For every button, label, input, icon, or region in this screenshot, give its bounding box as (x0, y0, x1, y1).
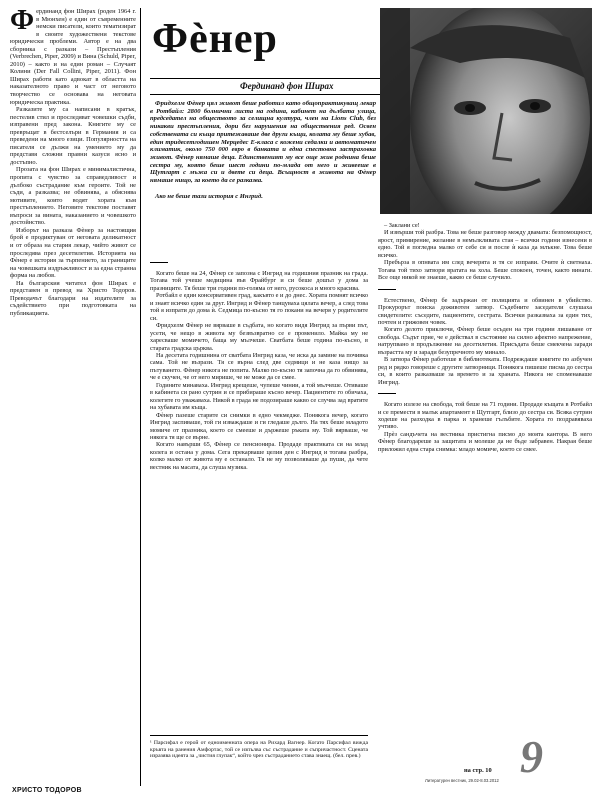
lead-paragraph: Фридхелм Фѐнер цял живот беше работил като общопрактикуващ лекар в Ротбайл: 2800 болнични листа на година, кабинет на дълбата улица, председател на обществото за селищна култура, член на Lions Club, без никакви престъпления, дори без нарушения на обществения ред. Освен собствената си къща притежаваше две други къщи, колата му беше хубав, един тридесетгодишен Мерцедес Е-класа с кожени седалки и автоматичен климатик, около 750 000 евро в банката и една спестовна застраховка живот. Фѐнер нямаше деца. Единственият му все още жив роднина беше сестра му, която беше шест години по-млада от него и живееше в Щутгарт с мъжа си и двете си деца. Всъщност в живота на Фѐнер нямаше нищо, за което да се разказва. (150, 100, 376, 185)
lead-question: Ако не беше тази история с Ингрид. (155, 192, 263, 200)
body-paragraph: Фѐнер пазеше старите си снимки в едно чекмедже. Понякога вечер, когато Ингрид заспиваше, той ги изваждаше и ги гледаше дълго. На тях беше младото момиче от празника, което се смееше и държеше ръката му. Той вярваше, че някога тя ще се върне. (150, 411, 368, 441)
journal-info: Литературен вестник, 29.02-8.03.2012 (425, 778, 499, 783)
article-title: Фѐнер (152, 16, 278, 62)
section-dash (378, 393, 396, 394)
body-paragraph: Прѐз сандъчета на вестника пристигна писмо до моята кантора. В него Фѐнер благодареше за защитата и молеше да не бъде забравен. Накрая беше приложил една стара снимка: младо момиче, което се смее. (378, 430, 592, 453)
left-paragraph: Прозата на фон Ширах е минималистична, пропита с чувство за справедливост и дълбоко състрадание към героите. Той не съди, а разказва; не обвинява, а обяснява мотивите, които водят хората към престъплението. Неговите текстове поставят въпроси за вината, наказанието и човешкото достойнство. (10, 166, 136, 227)
translator-signature: ХРИСТО ТОДОРОВ (12, 787, 82, 794)
section-dash (150, 262, 168, 263)
body-paragraph: Когато делото приключи, Фѐнер беше осъден на три години лишаване от свобода. Съдът прие, че е действал в състояние на силно афектно напрежение, натрупвано в продължение на десетилетия. Присъдата беше смекчена заради възрастта му и заради безупречното му минало. (378, 326, 592, 356)
body-paragraph: Когато излезе на свобода, той беше на 71 години. Продаде къщата в Ротбайл и се премести в малък апартамент в Щутгарт, близо до сестра си. Всяка сутрин ходеше на разходка в парка и хранеше гълъбите. Хората го поздравяваха учтиво. (378, 401, 592, 431)
middle-column (150, 270, 368, 735)
portrait-image (380, 8, 592, 214)
article-lead (150, 100, 376, 260)
left-paragraph: Фердинанд фон Ширах (роден 1964 г. в Мюнхен) е един от съвременните немски писатели, които тематизират в своите художествени текстове юридически проблеми. Автор е на два сборника с разкази – Престъпления (Verbrechen, Piper, 2009) и Вина (Schuld, Piper, 2010) – както и на един роман – Случаят Колини (Der Fall Collini, Piper, 2011). Фон Ширах работи като адвокат в областта на наказателното право и част от неговото творчество се основава на неговата юридическа практика. (10, 8, 136, 106)
article-author: Фердинанд фон Ширах (240, 81, 334, 91)
left-paragraph: Изборът на разказа Фѐнер за настоящия брой е продиктуван от неговата деликатност и от образа на стария лекар, чийто живот се проследява през десетилетия. Историята на Фѐнер е история за търпението, за границите на човешката издръжливост и за една странна форма на любов. (10, 226, 136, 280)
body-paragraph: Естествено, Фѐнер бе задържан от полицията и обвинен в убийство. Прокурорът поиска доживотен затвор. Съдебните заседатели слушаха свидетелите: съседите, пациентите, сестрата. Всички разказваха за един тих, почтен и грижовен човек. (378, 296, 592, 326)
section-dash (378, 289, 396, 290)
author-portrait-photo (380, 8, 592, 214)
footnote: ¹ Парсифал е герой от едноименната опера на Рихард Вагнер. Когато Парсифал вижда кръвта на ранения Амфортас, той се изпълва със състрадание и съпричастност. Сцената изразява идеята за „чистия глупак“, който чрез състраданието става знаещ. (бел. прев.) (150, 740, 368, 760)
body-paragraph: – Заклани се! (384, 222, 420, 229)
left-column-intro (10, 8, 136, 788)
body-paragraph: На десетата годишнина от сватбата Ингрид каза, че иска да замине на почивка сама. Той не възрази. Тя се върна след две седмици и не каза нищо за пътуването. Фѐнер никога не попита. Малко по-късно тя започна да го обвинява, че е скучен, че от него мирише, че не може да се смее. (150, 351, 368, 382)
body-paragraph: И извърши той разбра. Това не беше разговор между двамата: безпомощност, ярост, примирение, желание в немълкливата стая – всички години изнесени в едно. Той я погледна малко от себе си и после ѝ каза да млъкне. Това беше всичко. (378, 229, 592, 259)
left-paragraph: На българския читател фон Ширах е представен в превод на Христо Тодоров. Преводачът благодари на издателите за съдействието при подготовката на публикацията. (10, 279, 136, 317)
body-paragraph: Когато беше на 24, Фѐнер се запозна с Ингрид на годишния празник на града. Тогава той учеше медицина във Фрайбург и си беше дошъл у дома за празниците. Тя беше три години по-голяма от него, русокоса и много красива. (150, 270, 368, 292)
body-paragraph: Когато навърши 65, Фѐнер се пенсионира. Продаде практиката си на млад колега и остана у дома. Сега прекарваше целия ден с Ингрид и тогава разбра, колко малко от живота му е останало. Тя не му позволяваше да пуши, да чете вестник на масата, да слуша музика. (150, 441, 368, 471)
subtitle-rule (150, 94, 380, 95)
body-paragraph: Годините минаваха. Ингрид крещеше, чупеше чинии, а той мълчеше. Отиваше в кабинета си рано сутрин и се прибираше късно вечер. Пациентите го обичаха, колегите го уважаваха. Никой в града не подозираше какво се случва зад вратите на хубавата им къща. (150, 381, 368, 412)
footnote-rule (150, 735, 368, 736)
right-column (378, 222, 592, 742)
page-number: 9 (520, 731, 543, 782)
drop-cap: Ф (10, 8, 35, 36)
left-paragraph: Разказите му са написани в кратък, пестелив стил и проследяват човешки съдби, изправени пред закона. Книгите му се превръщат в бестселъри в Германия и са преведени на много езици. Популярността на писателя се дължи на умението му да представя сложни правни казуси ясно и достъпно. (10, 106, 136, 166)
body-paragraph: В затвора Фѐнер работеше в библиотеката. Подреждаше книгите по азбучен ред и рядко говореше с другите затворници. Понякога пишеше писма до сестра си, в които разказваше за времето и за храната. Никога не споменаваше Ингрид. (378, 356, 592, 386)
body-paragraph: Пребърза в опнвата им след вечерята и тя се изправи. Очите ѝ светнаха. Тогава той тихо затвори вратата на хола. Беше спокоен, точен, както винаги. Все още никой не знаеше, какво се беше случило. (378, 259, 592, 282)
body-paragraph: Ротбайл е един консервативен град, какъвто е и до днес. Хората помнят всичко и знаят всичко един за друг. Ингрид и Фѐнер танцуваха цялата вечер, а след това той я изпрати до дома ѝ. Седмица по-късно тя го покани на вечеря у родителите си. (150, 292, 368, 322)
column-divider (140, 8, 141, 786)
body-paragraph: Фридхелм Фѐнер не вярваше в съдбата, но когато видя Ингрид за първи път, усети, че нещо в живота му безвъзвратно се е променило. Майка му не харесваше момичето, баща му мълчеше. Сватбата беше година по-късно, в старата градска църква. (150, 322, 368, 352)
title-rule (150, 78, 380, 79)
continued-link[interactable]: на стр. 10 (464, 767, 492, 774)
